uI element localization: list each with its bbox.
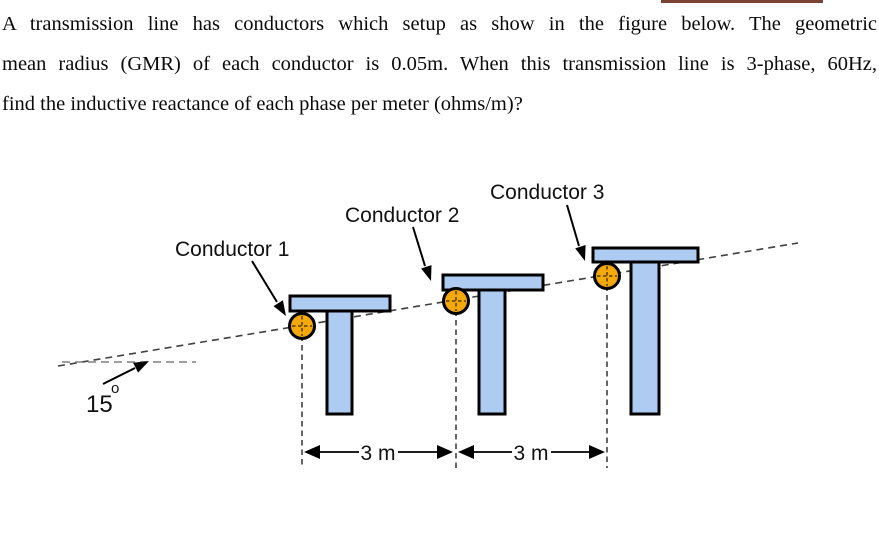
dim2-label: 3 m [513, 442, 549, 465]
conductor-2-arrowhead-icon [421, 265, 431, 281]
angle-arrowhead-icon [133, 361, 149, 373]
conductor-3-leader-line [567, 205, 579, 246]
conductor-3-label: Conductor 3 [490, 181, 605, 204]
conductor-2-leader-line [413, 227, 425, 266]
dim1-label: 3 m [360, 442, 396, 465]
problem-line-1: A transmission line has conductors which setup as show in the figure below. The geometric [2, 13, 877, 35]
conductor-1-leader-line [252, 261, 277, 302]
problem-line-3: find the inductive reactance of each phase per meter (ohms/m)? [2, 93, 523, 115]
conductor-2-label: Conductor 2 [345, 204, 460, 227]
conductor-3-symbol [595, 264, 620, 289]
dim2-right-arrowhead-icon [589, 445, 605, 459]
pole-2-post [479, 290, 505, 414]
conductor-2-symbol [444, 289, 469, 314]
dim2-left-arrowhead-icon [458, 445, 474, 459]
dim1-right-arrowhead-icon [437, 445, 453, 459]
problem-line-2: mean radius (GMR) of each conductor is 0.05m. When this transmission line is 3-phase, 60Hz, [2, 53, 877, 75]
pole-3-crossarm [593, 248, 698, 262]
conductor-1-symbol [290, 314, 315, 339]
conductor-1-arrowhead-icon [274, 300, 287, 316]
angle-value-label: 15 [86, 391, 113, 418]
pole-1-crossarm [290, 296, 390, 311]
conductor-1-label: Conductor 1 [175, 238, 290, 261]
dim1-left-arrowhead-icon [304, 445, 320, 459]
pole-1-post [327, 311, 352, 414]
angle-degree-symbol: o [111, 380, 120, 397]
conductor-3-arrowhead-icon [575, 245, 585, 261]
pole-3-post [631, 262, 659, 414]
